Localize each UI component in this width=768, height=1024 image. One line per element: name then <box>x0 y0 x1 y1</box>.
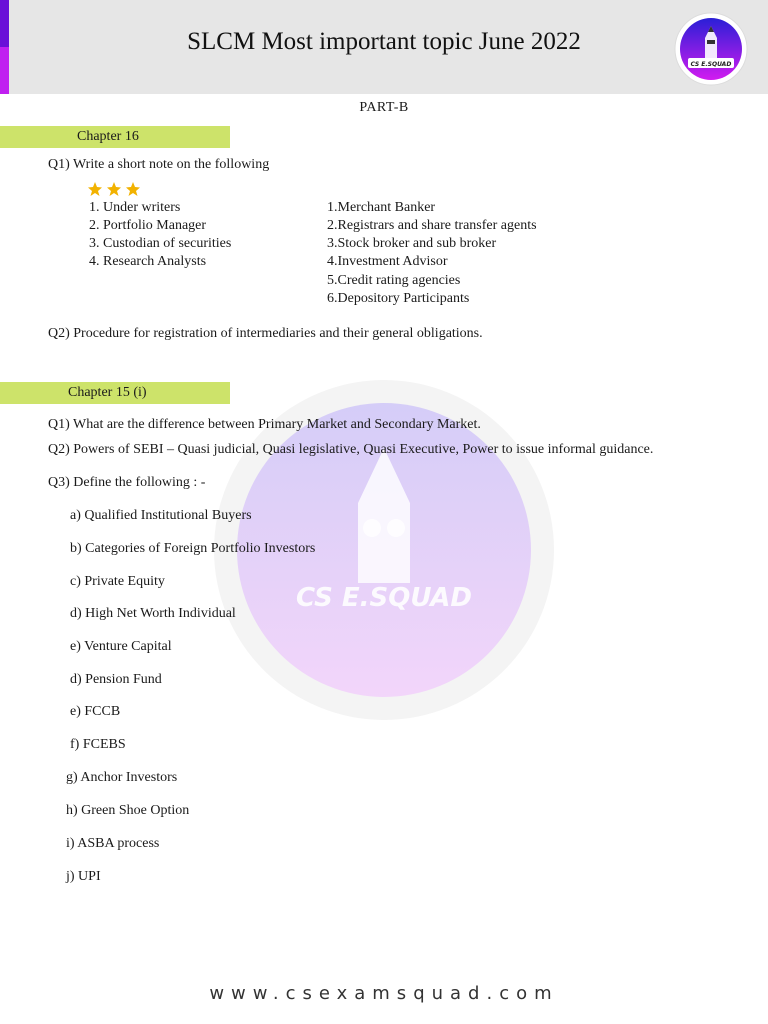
list-item: 4. Research Analysts <box>89 254 207 269</box>
list-item: 2.Registrars and share transfer agents <box>327 218 537 233</box>
definition-item: c) Private Equity <box>70 574 165 589</box>
definition-item: d) Pension Fund <box>70 672 162 687</box>
definition-item: e) FCCB <box>70 704 121 719</box>
page-header <box>0 0 768 94</box>
chapter-16-q1: Q1) Write a short note on the following <box>48 157 270 172</box>
list-item: 6.Depository Participants <box>327 291 470 306</box>
list-item: 1.Merchant Banker <box>327 200 436 215</box>
list-item: 3.Stock broker and sub broker <box>327 236 497 251</box>
watermark-text: CS E.SQUAD <box>295 583 473 613</box>
chapter-16-q2: Q2) Procedure for registration of intermediaries and their general obligations. <box>48 326 483 341</box>
chapter-15-q3: Q3) Define the following : - <box>48 475 206 490</box>
chapter-16-band <box>0 126 230 148</box>
list-item: 4.Investment Advisor <box>327 254 448 269</box>
list-item: 2. Portfolio Manager <box>89 218 207 233</box>
chapter-15-q1: Q1) What are the difference between Primary Market and Secondary Market. <box>48 417 481 432</box>
chapter-15-label: Chapter 15 (i) <box>68 385 147 400</box>
footer-website-link[interactable]: www.csexamsquad.com <box>209 983 559 1004</box>
list-item: 5.Credit rating agencies <box>327 273 461 288</box>
definition-item: f) FCEBS <box>70 737 126 752</box>
list-item: 3. Custodian of securities <box>89 236 232 251</box>
definition-item: h) Green Shoe Option <box>66 803 190 818</box>
chapter-16-label: Chapter 16 <box>77 129 139 144</box>
definition-item: b) Categories of Foreign Portfolio Investors <box>70 541 316 556</box>
definition-item: e) Venture Capital <box>70 639 172 654</box>
definition-item: j) UPI <box>66 869 101 884</box>
list-item: 1. Under writers <box>89 200 181 215</box>
cs-esquad-logo <box>674 12 748 86</box>
definition-item: d) High Net Worth Individual <box>70 606 236 621</box>
star-icon <box>88 182 140 198</box>
logo-text: CS E.SQUAD <box>690 61 732 68</box>
definition-item: i) ASBA process <box>66 836 160 851</box>
page-title: SLCM Most important topic June 2022 <box>187 28 581 55</box>
chapter-15-q2: Q2) Powers of SEBI – Quasi judicial, Quasi legislative, Quasi Executive, Power to issue informal guidance. <box>48 442 654 457</box>
part-label: PART-B <box>359 100 409 115</box>
definition-item: a) Qualified Institutional Buyers <box>70 508 252 523</box>
chapter-15-band <box>0 382 230 404</box>
definition-item: g) Anchor Investors <box>66 770 178 785</box>
